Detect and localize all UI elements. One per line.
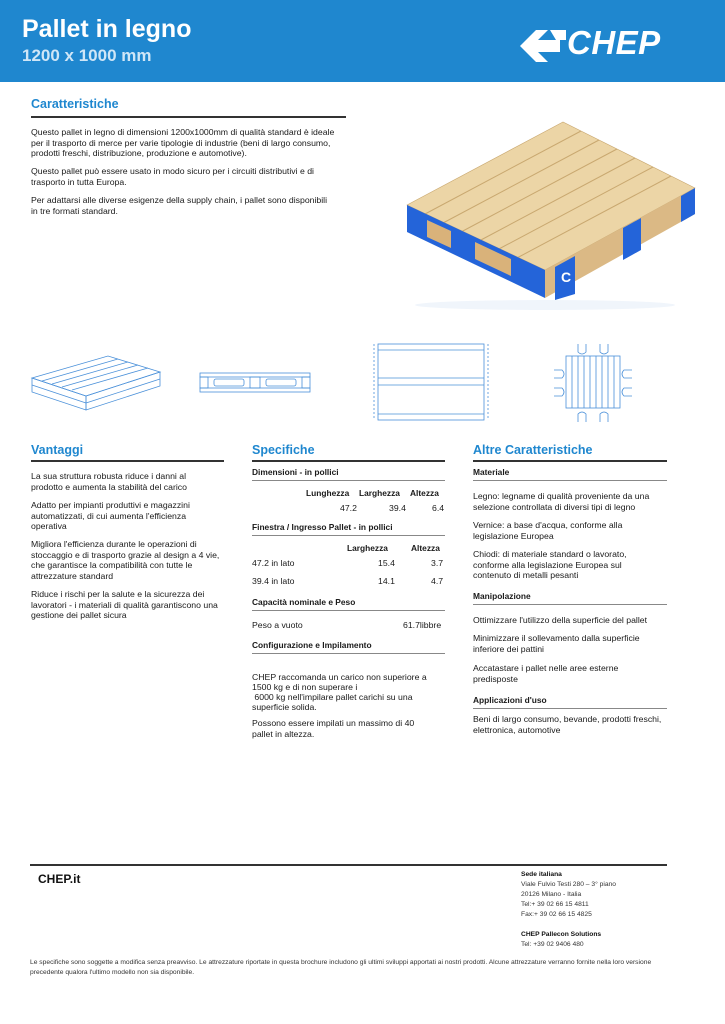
manipolazione-title: Manipolazione xyxy=(473,591,531,601)
finestra-row-label: 39.4 in lato xyxy=(252,576,295,586)
finestra-row-larghezza: 15.4 xyxy=(378,558,395,568)
vantaggi-heading: Vantaggi xyxy=(31,443,84,457)
peso-a-vuoto-value: 61.7libbre xyxy=(403,620,442,630)
vantaggi-item: La sua struttura robusta riduce i danni al prodotto e aumenta la stabilità del carico xyxy=(31,471,187,492)
peso-a-vuoto-label: Peso a vuoto xyxy=(252,620,303,630)
pallet-c-mark: C xyxy=(561,269,572,285)
pallecon-tel: Tel: +39 02 9406 480 xyxy=(521,941,584,948)
caratteristiche-paragraph-3: Per adattarsi alle diverse esigenze della supply chain, i pallet sono disponibili in tre formati standard. xyxy=(31,195,328,216)
manipolazione-rule xyxy=(473,604,667,605)
finestra-row-altezza: 3.7 xyxy=(431,558,444,568)
configurazione-line: superficie solida. xyxy=(252,702,317,712)
chep-logo-text: CHEP xyxy=(567,24,661,61)
sede-line: 20126 Milano - Italia xyxy=(521,891,582,898)
caratteristiche-paragraph-1: Questo pallet in legno di dimensioni 1200x1000mm di qualità standard è ideale per il trasporto di merce per varie tipologie di industrie (beni di largo consumo, prodotti freschi, distribuzione, produzione e automotive). xyxy=(31,127,335,158)
capacita-title: Capacità nominale e Peso xyxy=(252,597,356,607)
configurazione-line: 6000 kg nell'impilare pallet carichi su una xyxy=(252,692,413,702)
materiale-item: Vernice: a base d'acqua, conforme alla legislazione Europea xyxy=(473,520,623,541)
materiale-item: Legno: legname di qualità proveniente da una selezione controllata di diversi tipi di legno xyxy=(473,491,650,512)
caratteristiche-paragraph-2: Questo pallet può essere usato in modo sicuro per i circuiti distributivi e di trasporto in tutta Europa. xyxy=(31,166,314,187)
pallecon-title: CHEP Pallecon Solutions xyxy=(521,931,602,938)
finestra-rule xyxy=(252,535,445,536)
vantaggi-item: Adatto per impianti produttivi e magazzini automatizzati, di cui aumenta l'efficienza operativa xyxy=(31,500,190,531)
page-title: Pallet in legno xyxy=(22,15,192,43)
capacita-rule xyxy=(252,610,445,611)
page-subtitle: 1200 x 1000 mm xyxy=(22,46,152,65)
finestra-header-altezza: Altezza xyxy=(411,543,440,553)
materiale-title: Materiale xyxy=(473,467,510,477)
dimensioni-header-lunghezza: Lunghezza xyxy=(306,488,350,498)
manipolazione-item: Ottimizzare l'utilizzo della superficie del pallet xyxy=(473,615,648,625)
pallet-top-view-drawing xyxy=(372,340,490,425)
dimensioni-value-altezza: 6.4 xyxy=(432,503,445,513)
disclaimer-text: Le specifiche sono soggette a modifica senza preavviso. Le attrezzature riportate in questa brochure includono gli ultimi sviluppi apportati ai nostri prodotti. Alcune attrezzature verranno fornite nella loro versione precedente qualora l'ultimo modello non sia disponibile. xyxy=(30,959,652,976)
dimensioni-header-larghezza: Larghezza xyxy=(359,488,400,498)
pallet-side-view-drawing xyxy=(198,370,313,396)
pallet-bottom-view-drawing xyxy=(552,340,634,425)
pallet-photo xyxy=(395,110,705,310)
sede-line: Tel:+ 39 02 66 15 4811 xyxy=(521,901,589,908)
materiale-rule xyxy=(473,480,667,481)
configurazione-rule xyxy=(252,653,445,654)
header-banner xyxy=(0,0,725,82)
chep-website-link[interactable]: CHEP.it xyxy=(38,872,81,886)
dimensioni-rule xyxy=(252,480,445,481)
vantaggi-item: Migliora l'efficienza durante le operazioni di stoccaggio e di trasporto grazie al design a 4 vie, che garantisce la compatibilità con tutte le attrezzature standard xyxy=(31,539,220,581)
manipolazione-item: Accatastare i pallet nelle aree esterne predisposte xyxy=(473,663,619,684)
configurazione-paragraph-2: Possono essere impilati un massimo di 40 pallet in altezza. xyxy=(252,718,415,739)
altre-rule xyxy=(473,460,667,462)
sede-line: Fax:+ 39 02 66 15 4825 xyxy=(521,911,592,918)
altre-heading: Altre Caratteristiche xyxy=(473,443,593,457)
vantaggi-rule xyxy=(31,460,224,462)
finestra-row-altezza: 4.7 xyxy=(431,576,444,586)
materiale-item: Chiodi: di materiale standard o lavorato, conforme alla legislazione Europea sul contenuto di metalli pesanti xyxy=(473,549,627,580)
configurazione-line: CHEP raccomanda un carico non superiore a xyxy=(252,672,427,682)
configurazione-title: Configurazione e Impilamento xyxy=(252,640,372,650)
sede-line: Viale Fulvio Testi 280 – 3° piano xyxy=(521,881,616,888)
finestra-header-larghezza: Larghezza xyxy=(347,543,388,553)
pallet-isometric-drawing xyxy=(28,348,163,418)
finestra-row-label: 47.2 in lato xyxy=(252,558,295,568)
specifiche-rule xyxy=(252,460,445,462)
finestra-title: Finestra / Ingresso Pallet - in pollici xyxy=(252,522,393,532)
manipolazione-item: Minimizzare il sollevamento dalla superficie inferiore dei pattini xyxy=(473,633,640,654)
applicazioni-title: Applicazioni d'uso xyxy=(473,695,547,705)
caratteristiche-rule xyxy=(31,116,346,118)
sede-title: Sede italiana xyxy=(521,871,562,878)
finestra-row-larghezza: 14.1 xyxy=(378,576,395,586)
applicazioni-text: Beni di largo consumo, bevande, prodotti freschi, elettronica, automotive xyxy=(473,714,662,735)
vantaggi-item: Riduce i rischi per la salute e la sicurezza dei lavoratori - i materiali di qualità garantiscono una gestione dei pallet sicura xyxy=(31,589,218,620)
footer-rule xyxy=(30,864,667,866)
caratteristiche-heading: Caratteristiche xyxy=(31,97,119,111)
dimensioni-value-lunghezza: 47.2 xyxy=(340,503,357,513)
dimensioni-title: Dimensioni - in pollici xyxy=(252,467,339,477)
applicazioni-rule xyxy=(473,708,667,709)
specifiche-heading: Specifiche xyxy=(252,443,315,457)
configurazione-line: 1500 kg e di non superare i xyxy=(252,682,358,692)
dimensioni-value-larghezza: 39.4 xyxy=(389,503,406,513)
dimensioni-header-altezza: Altezza xyxy=(410,488,439,498)
